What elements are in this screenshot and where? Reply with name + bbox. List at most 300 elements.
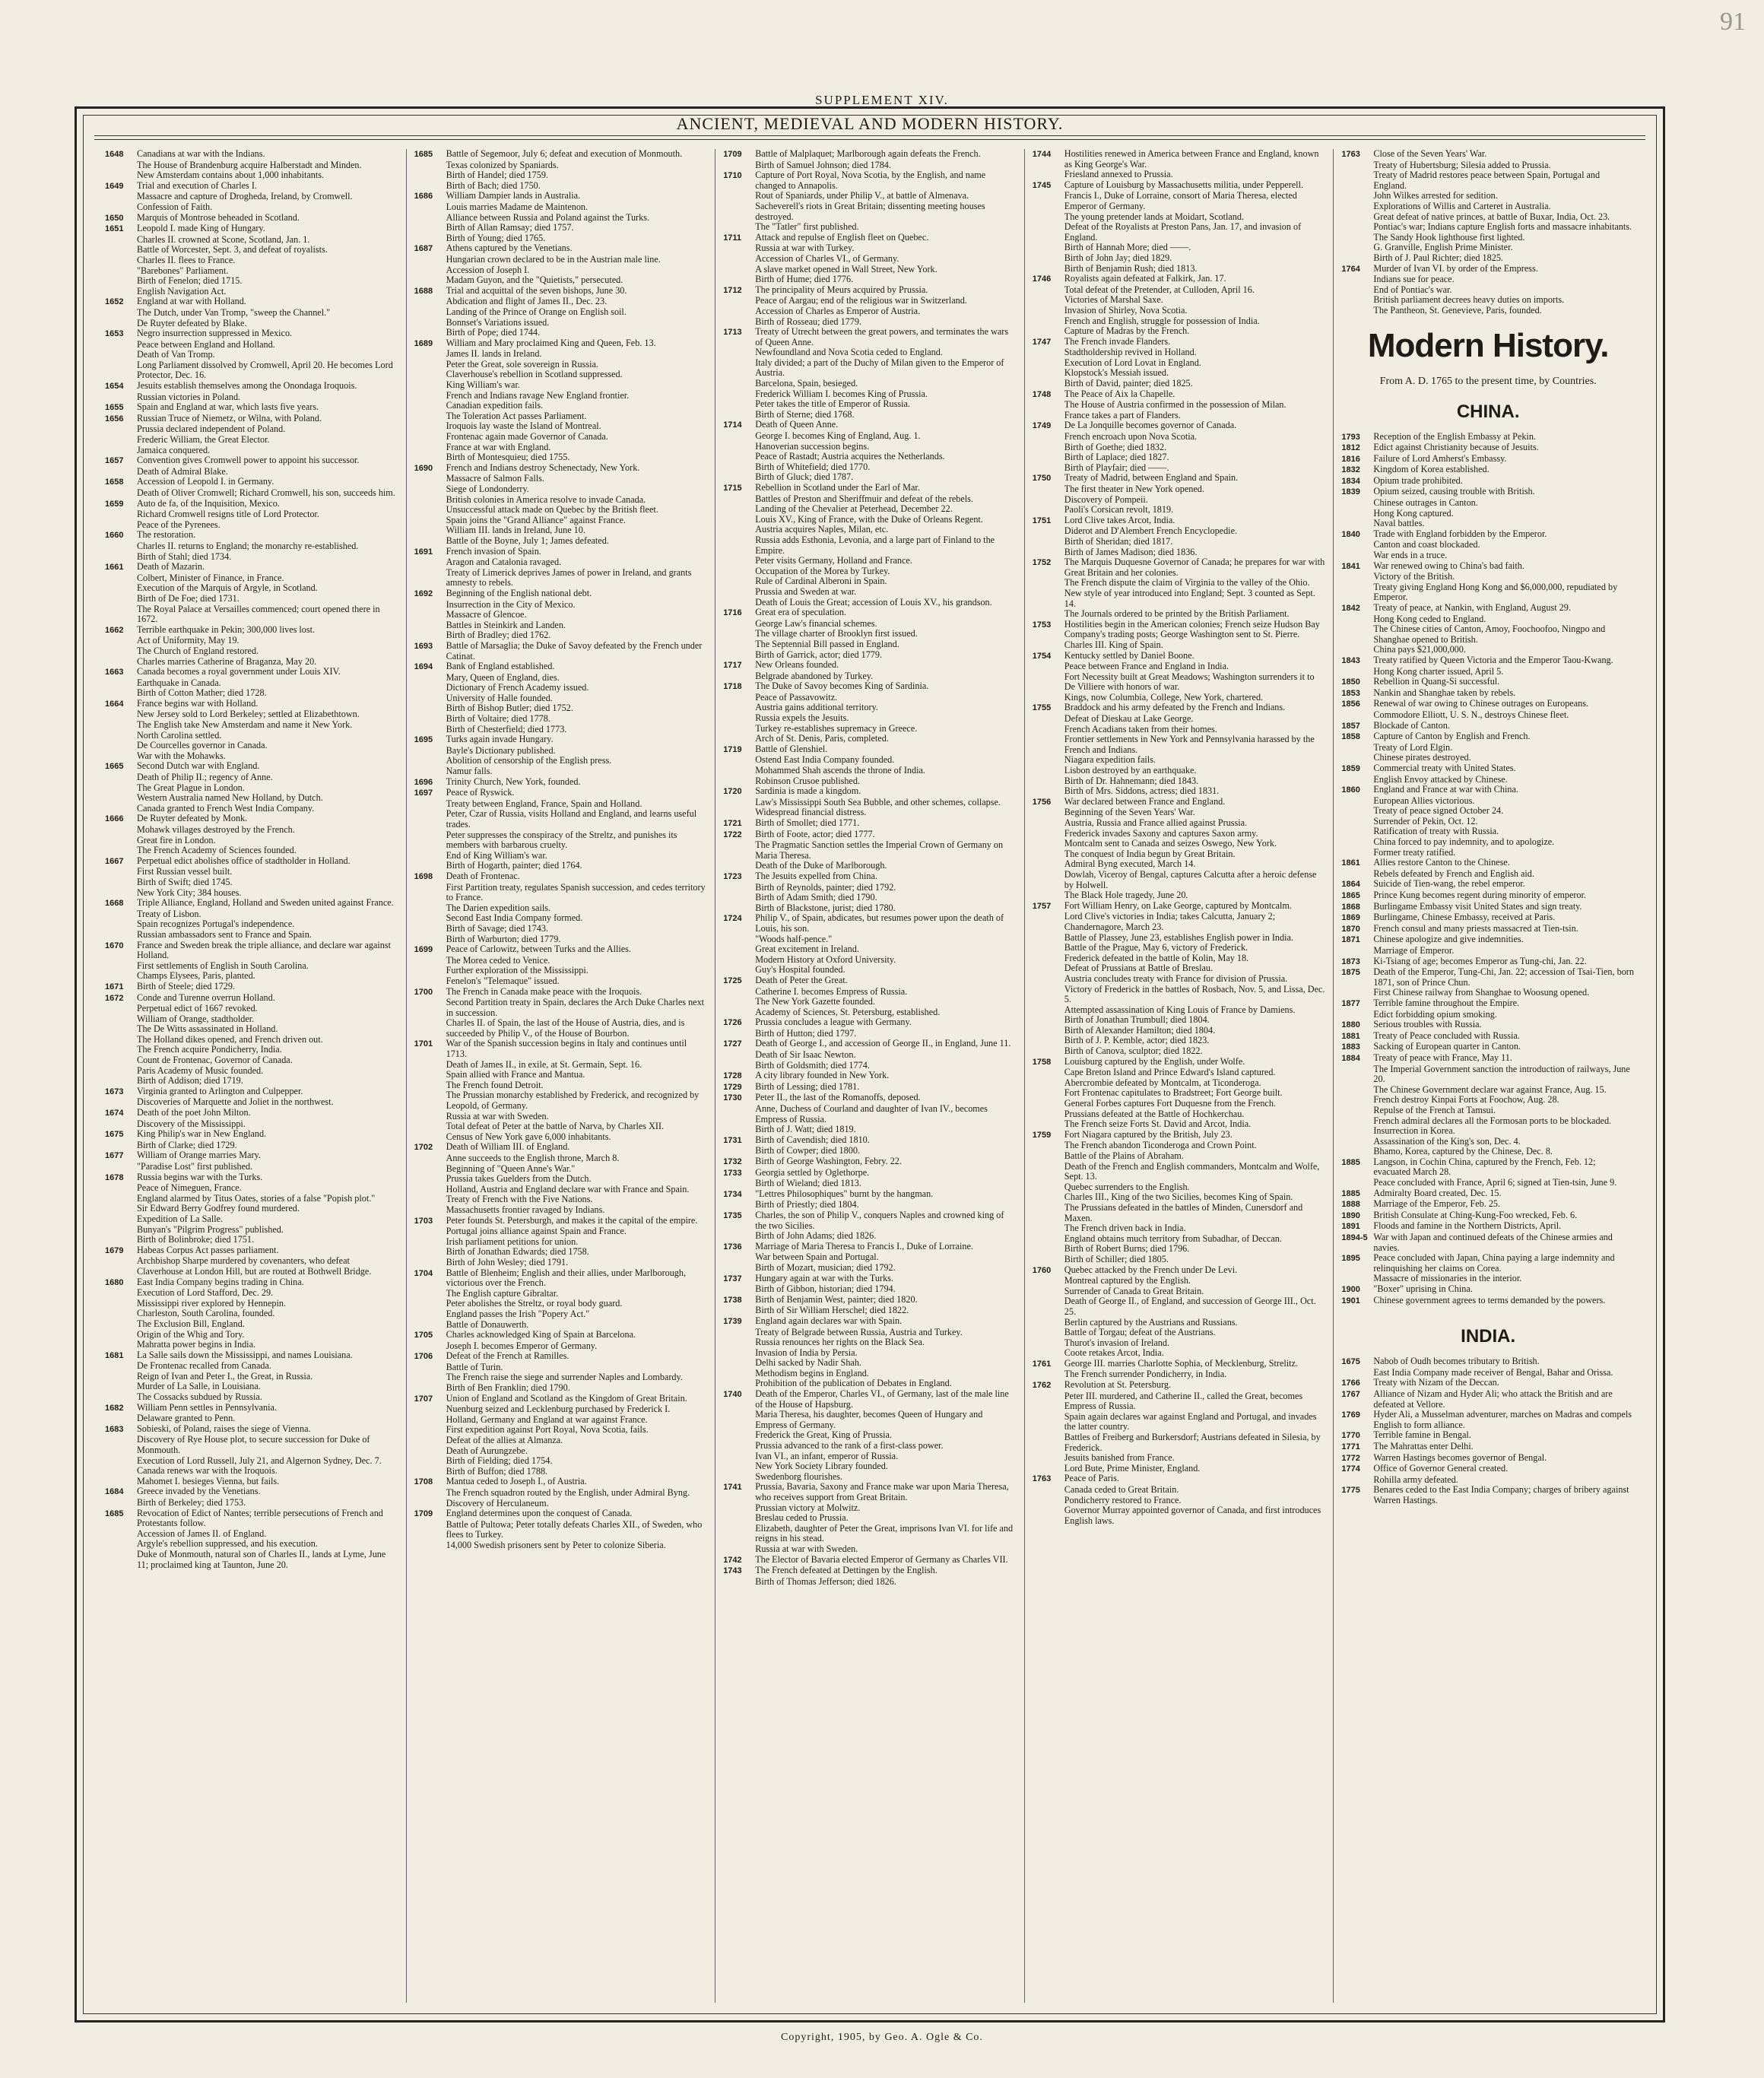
- history-entry: [414, 703, 708, 714]
- page-title: ANCIENT, MEDIEVAL AND MODERN HISTORY.: [676, 114, 1064, 133]
- history-entry: [105, 783, 398, 794]
- history-entry: [723, 1513, 1017, 1524]
- entry-year: [1033, 1296, 1064, 1317]
- history-entry: [105, 255, 398, 266]
- entry-year: 1686: [414, 192, 433, 201]
- entry-year: 1737: [723, 1274, 742, 1283]
- entry-text: Battle of Pultowa; Peter totally defeats Charles XII., of Sweden, who flees to Turkey.: [446, 1518, 703, 1540]
- entry-year: 1839: [1341, 487, 1360, 497]
- entry-text: Birth of Addison; died 1719.: [137, 1075, 243, 1087]
- entry-year: [1033, 495, 1064, 506]
- history-entry: [105, 856, 398, 868]
- history-entry: [105, 573, 398, 584]
- history-entry: [723, 671, 1017, 682]
- entry-text: Fenelon's "Telemaque" issued.: [446, 975, 560, 986]
- entry-year: [723, 1410, 755, 1430]
- entry-text: Charles marries Catherine of Braganza, May 20.: [137, 655, 317, 667]
- history-entry: [105, 1403, 398, 1414]
- entry-year: 1884: [1341, 1053, 1360, 1063]
- entry-text: Abercrombie defeated by Montcalm, at Ticonderoga.: [1064, 1077, 1261, 1088]
- entry-text: Peace concluded with Japan, China paying a large indemnity and relinquishing her claims on Corea.: [1373, 1252, 1615, 1274]
- entry-text: Admiral Byng executed, March 14.: [1064, 858, 1196, 870]
- history-entry: [105, 499, 398, 510]
- history-entry: [1341, 934, 1635, 946]
- entry-text: Battle of Marsaglia; the Duke of Savoy defeated by the French under Catinat.: [446, 639, 703, 661]
- entry-year: 1885: [1341, 1157, 1360, 1167]
- history-entry: [105, 424, 398, 435]
- entry-text: Death of the poet John Milton.: [137, 1107, 251, 1118]
- entry-year: [414, 1372, 446, 1383]
- entry-year: 1842: [1341, 604, 1360, 613]
- entry-text: Birth of Blackstone, jurist; died 1780.: [755, 902, 896, 913]
- history-entry: [1341, 1053, 1635, 1064]
- entry-year: [105, 467, 137, 477]
- entry-text: Treaty of French with the Five Nations.: [446, 1194, 593, 1205]
- entry-text: Archbishop Sharpe murdered by covenanters, who defeat Claverhouse at London Hill, but are routed at Bothwell Bridge.: [137, 1255, 372, 1277]
- history-entry: [105, 961, 398, 972]
- history-entry: [1341, 1157, 1635, 1178]
- entry-text: Texas colonized by Spaniards.: [446, 159, 559, 170]
- history-entry: [723, 619, 1017, 630]
- history-entry: [723, 265, 1017, 275]
- entry-text: War with Japan and continued defeats of the Chinese armies and navies.: [1373, 1232, 1613, 1253]
- entry-text: The French in Canada make peace with the Iroquois.: [446, 985, 642, 997]
- entry-year: 1751: [1032, 516, 1052, 525]
- india-heading: INDIA.: [1461, 1326, 1516, 1347]
- entry-year: [1341, 519, 1373, 529]
- entry-year: 1675: [105, 1130, 124, 1140]
- entry-year: [1341, 869, 1373, 880]
- history-entry: [1033, 640, 1326, 651]
- history-entry: [723, 1017, 1017, 1029]
- entry-text: Birth of Swift; died 1745.: [137, 876, 233, 887]
- entry-text: Admiralty Board created, Dec. 15.: [1373, 1187, 1502, 1198]
- history-entry: [723, 462, 1017, 473]
- history-entry: [414, 683, 708, 693]
- entry-year: 1656: [105, 414, 124, 424]
- entry-year: [414, 1060, 446, 1071]
- history-entry: [105, 1129, 398, 1141]
- entry-year: [105, 1225, 137, 1236]
- history-entry: [1033, 222, 1326, 243]
- entry-text: Birth of Goethe; died 1832.: [1064, 441, 1167, 452]
- entry-text: Former treaty ratified.: [1373, 846, 1456, 858]
- history-entry: [105, 1309, 398, 1319]
- entry-year: [414, 516, 446, 526]
- entry-text: Hostilities renewed in America between France and England, known as King George's War.: [1064, 149, 1319, 170]
- entry-text: Suicide of Tien-wang, the rebel emperor.: [1373, 878, 1525, 890]
- history-entry: [105, 1509, 398, 1529]
- entry-year: [723, 410, 755, 420]
- entry-year: [1033, 1391, 1064, 1412]
- entry-year: 1890: [1341, 1210, 1360, 1220]
- entry-text: Birth of Goldsmith; died 1774.: [755, 1059, 870, 1071]
- history-entry: [105, 751, 398, 762]
- history-entry: [414, 213, 708, 224]
- history-entry: [723, 903, 1017, 914]
- entry-text: Greece invaded by the Venetians.: [137, 1486, 261, 1497]
- entry-year: [1341, 253, 1373, 264]
- history-entry: [1033, 1505, 1326, 1526]
- entry-text: The Church of England restored.: [137, 645, 259, 656]
- entry-text: Birth of Montesquieu; died 1755.: [446, 452, 570, 463]
- entries-5: [1341, 149, 1635, 316]
- history-entry: [105, 1055, 398, 1066]
- entry-text: Expedition of La Salle.: [137, 1213, 224, 1224]
- history-entry: [414, 370, 708, 380]
- entry-text: French and Indians destroy Schenectady, New York.: [446, 462, 640, 473]
- history-entry: [414, 286, 708, 297]
- entry-year: 1850: [1341, 677, 1360, 687]
- history-entry: [1341, 1085, 1635, 1096]
- entry-text: Office of Governor General created.: [1373, 1463, 1509, 1474]
- entry-year: [105, 255, 137, 266]
- entry-year: [414, 1289, 446, 1299]
- entry-text: Anne succeeds to the English throne, March 8.: [446, 1153, 620, 1163]
- history-entry: [1033, 807, 1326, 818]
- entry-year: [723, 1544, 755, 1555]
- entry-year: [723, 1263, 755, 1274]
- entry-text: Death of Peter the Great.: [755, 974, 848, 985]
- history-entry: [723, 1210, 1017, 1231]
- entry-year: [723, 1461, 755, 1472]
- entry-text: "Paradise Lost" first published.: [137, 1161, 253, 1172]
- entry-text: Birth of David, painter; died 1825.: [1064, 378, 1193, 389]
- entry-text: George Law's financial schemes.: [755, 617, 877, 629]
- history-entry: [1341, 561, 1635, 573]
- entry-text: The restoration.: [137, 529, 196, 541]
- entry-text: Mississippi river explored by Hennepin.: [137, 1297, 286, 1309]
- entry-year: [723, 1007, 755, 1018]
- entry-text: Langson, in Cochin China, captured by the French, Feb. 12; evacuated March 28.: [1373, 1156, 1596, 1178]
- history-entry: [105, 1108, 398, 1119]
- entry-text: Turks again invade Hungary.: [446, 734, 554, 745]
- history-entry: [414, 600, 708, 611]
- entry-year: 1895: [1341, 1254, 1360, 1264]
- entry-text: Second Dutch war with England.: [137, 760, 260, 772]
- history-entry: [414, 966, 708, 976]
- entry-year: 1650: [105, 213, 124, 223]
- entry-year: [105, 1382, 137, 1392]
- history-entry: [414, 913, 708, 924]
- entry-text: The first theater in New York opened.: [1064, 484, 1204, 494]
- history-entry: [105, 678, 398, 689]
- entry-text: Death of Frontenac.: [446, 870, 520, 881]
- entry-text: Peace of Nimeguen, France.: [137, 1182, 242, 1194]
- entry-year: [105, 773, 137, 783]
- entry-year: [1033, 347, 1064, 358]
- entry-text: Convention gives Cromwell power to appoint his successor.: [137, 455, 360, 466]
- history-entry: [105, 562, 398, 573]
- history-entry: [105, 793, 398, 804]
- entry-text: Birth of Bradley; died 1762.: [446, 630, 551, 641]
- history-entry: [414, 1289, 708, 1299]
- entry-text: G. Granville, English Prime Minister.: [1373, 242, 1513, 253]
- entry-text: Fort Frontenac capitulates to Bradstreet; Fort George built.: [1064, 1087, 1283, 1099]
- history-entry: [414, 170, 708, 181]
- entry-year: [723, 1472, 755, 1483]
- history-entry: [105, 1539, 398, 1550]
- history-entry: [723, 515, 1017, 525]
- history-entry: [723, 1503, 1017, 1514]
- entry-text: Peace of Paris.: [1064, 1473, 1119, 1484]
- entry-text: Bhamo, Korea, captured by the Chinese, Dec. 8.: [1373, 1146, 1553, 1157]
- entry-year: [1341, 743, 1373, 753]
- history-entry: [414, 307, 708, 318]
- history-entry: [723, 1441, 1017, 1451]
- history-entry: [414, 661, 708, 673]
- entry-year: [414, 1383, 446, 1394]
- history-entry: [105, 1550, 398, 1570]
- history-entry: [1033, 411, 1326, 421]
- entry-text: Birth of J. P. Kemble, actor; died 1823.: [1064, 1035, 1210, 1046]
- entry-year: [723, 776, 755, 787]
- history-entry: [723, 149, 1017, 160]
- entry-year: [105, 909, 137, 920]
- entry-text: The French seize Forts St. David and Arcot, India.: [1064, 1118, 1252, 1130]
- entry-text: Death of Aurungzebe.: [446, 1445, 528, 1456]
- entry-text: Birth of Gluck; died 1787.: [755, 471, 854, 483]
- entry-text: Auto de fa, of the Inquisition, Mexico.: [137, 497, 280, 509]
- history-entry: [414, 1415, 708, 1426]
- entry-text: Accession of Charles VI., of Germany.: [755, 252, 899, 264]
- entry-year: [414, 452, 446, 463]
- entry-year: [1033, 368, 1064, 379]
- history-entry: [1341, 1233, 1635, 1253]
- entry-year: [1341, 572, 1373, 582]
- entry-text: French Acadians taken from their homes.: [1064, 723, 1217, 734]
- entry-year: [1033, 379, 1064, 389]
- entry-year: [105, 446, 137, 456]
- history-entry: [414, 1060, 708, 1071]
- entry-year: [723, 379, 755, 389]
- entry-year: [414, 799, 446, 810]
- entry-text: Birth of Sheridan; died 1817.: [1064, 535, 1173, 547]
- entry-text: William of Orange marries Mary.: [137, 1150, 261, 1161]
- history-entry: [414, 1467, 708, 1477]
- entry-year: [723, 1430, 755, 1441]
- entry-text: Birth of Thomas Jefferson; died 1826.: [755, 1575, 896, 1587]
- entry-text: Birth of Sir William Herschel; died 1822.: [755, 1305, 909, 1316]
- entry-text: Belgrade abandoned by Turkey.: [755, 670, 874, 681]
- entry-text: Death of the Emperor, Charles VI., of Germany, last of the male line of the House of Hapsburg.: [755, 1388, 1009, 1410]
- history-entry: [1341, 763, 1635, 775]
- history-entry: [105, 1350, 398, 1362]
- entry-year: [414, 432, 446, 443]
- history-entry: [1033, 1255, 1326, 1265]
- entry-text: Death of Admiral Blake.: [137, 465, 228, 477]
- entry-year: [105, 1194, 137, 1204]
- history-entry: [1033, 557, 1326, 578]
- history-entry: [1341, 688, 1635, 700]
- history-entry: [105, 297, 398, 308]
- entry-text: The Darien expedition sails.: [446, 902, 551, 913]
- entry-text: Birth of Chesterfield; died 1773.: [446, 723, 567, 734]
- entry-text: Lisbon destroyed by an earthquake.: [1064, 765, 1197, 776]
- entry-text: Royalists again defeated at Falkirk, Jan. 17.: [1064, 273, 1226, 284]
- history-entry: [723, 766, 1017, 776]
- history-entry: [414, 883, 708, 903]
- history-entry: [105, 340, 398, 351]
- entry-year: [723, 243, 755, 254]
- entry-text: Birth of Priestly; died 1804.: [755, 1199, 859, 1210]
- history-entry: [105, 773, 398, 783]
- entry-text: Quebec attacked by the French under De Levi.: [1064, 1264, 1238, 1275]
- entry-text: The Black Hole tragedy, June 20.: [1064, 890, 1188, 901]
- entry-year: [414, 756, 446, 766]
- history-entry: [105, 699, 398, 710]
- history-entry: [723, 608, 1017, 619]
- history-entry: [1033, 170, 1326, 180]
- entry-year: [105, 308, 137, 319]
- entry-text: Birth of Benjamin Rush; died 1813.: [1064, 262, 1198, 274]
- entry-year: [105, 520, 137, 531]
- entry-year: 1894-5: [1341, 1233, 1368, 1243]
- history-entry: [1341, 1031, 1635, 1042]
- entry-year: 1709: [723, 150, 742, 159]
- entry-year: [1341, 775, 1373, 785]
- history-entry: [414, 1341, 708, 1352]
- entry-year: 1702: [414, 1143, 433, 1153]
- entry-text: Battles in Steinkirk and Landen.: [446, 619, 566, 630]
- entry-year: [1033, 1318, 1064, 1328]
- history-entry: [414, 1404, 708, 1415]
- entry-year: [105, 1550, 137, 1570]
- history-entry: [1033, 526, 1326, 537]
- entry-year: [414, 265, 446, 276]
- entry-text: Accession of Leopold I. in Germany.: [137, 476, 274, 487]
- entry-year: [1033, 1162, 1064, 1182]
- entry-text: Hong Kong captured.: [1373, 507, 1454, 519]
- history-entry: [723, 576, 1017, 587]
- entry-year: 1667: [105, 856, 124, 866]
- entry-text: Charleston, South Carolina, founded.: [137, 1308, 275, 1319]
- entry-text: Modern History at Oxford University.: [755, 953, 896, 965]
- entry-year: [723, 274, 755, 285]
- history-entry: [105, 1119, 398, 1130]
- entry-text: The Imperial Government sanction the introduction of railways, June 20.: [1373, 1063, 1630, 1085]
- history-entry: [723, 840, 1017, 861]
- entry-year: [414, 610, 446, 620]
- entry-text: Birth of John Adams; died 1826.: [755, 1230, 877, 1242]
- history-entry: [723, 1337, 1017, 1348]
- history-entry: [414, 1153, 708, 1164]
- history-entry: [414, 809, 708, 830]
- entry-text: Governor Murray appointed governor of Canada, and first introduces English laws.: [1064, 1505, 1321, 1526]
- entry-text: Berlin captured by the Austrians and Russians.: [1064, 1316, 1238, 1328]
- history-entry: [105, 836, 398, 846]
- entry-year: 1746: [1032, 274, 1052, 284]
- history-entry: [723, 317, 1017, 328]
- entry-text: Habeas Corpus Act passes parliament.: [137, 1244, 279, 1255]
- history-entry: [414, 934, 708, 945]
- history-entry: [723, 744, 1017, 756]
- history-entry: [1033, 1203, 1326, 1223]
- entry-year: [414, 809, 446, 830]
- history-entry: [723, 1284, 1017, 1295]
- history-entry: [723, 598, 1017, 608]
- history-entry: [414, 830, 708, 851]
- entry-year: [105, 541, 137, 552]
- history-entry: [105, 1340, 398, 1350]
- entry-text: Close of the Seven Years' War.: [1373, 149, 1487, 159]
- entry-text: Landing of the Prince of Orange on English soil.: [446, 306, 627, 317]
- history-entry: [414, 380, 708, 391]
- entry-year: [1033, 912, 1064, 932]
- entry-text: Jesuits establish themselves among the Onondaga Iroquois.: [137, 380, 357, 392]
- history-entry: [723, 883, 1017, 893]
- entry-year: [1033, 212, 1064, 223]
- entry-year: [1033, 640, 1064, 651]
- entry-year: [723, 1104, 755, 1125]
- entry-year: [723, 997, 755, 1007]
- entry-year: 1901: [1341, 1296, 1360, 1305]
- entry-text: Battle of the Plains of Abraham.: [1064, 1150, 1184, 1161]
- entry-text: James II. lands in Ireland.: [446, 348, 542, 360]
- history-entry: [1341, 890, 1635, 902]
- entry-year: [414, 474, 446, 484]
- entry-year: [1033, 1088, 1064, 1099]
- history-entry: [1341, 1485, 1635, 1505]
- entry-text: Frederick defeated in the battle of Kolin, May 18.: [1064, 952, 1249, 963]
- entry-year: [414, 1258, 446, 1268]
- entry-year: [723, 944, 755, 955]
- entry-year: [723, 713, 755, 724]
- entry-year: [1033, 943, 1064, 953]
- supplement-heading: SUPPLEMENT XIV.: [815, 93, 949, 107]
- entry-text: Canadians at war with the Indians.: [137, 149, 265, 159]
- history-entry: [723, 379, 1017, 389]
- entry-year: [723, 955, 755, 966]
- entry-year: [1033, 974, 1064, 985]
- entry-text: Union of England and Scotland as the Kingdom of Great Britain.: [446, 1392, 687, 1404]
- history-entry: [414, 360, 708, 370]
- history-entry: [105, 435, 398, 446]
- history-entry: [414, 202, 708, 213]
- history-entry: [1341, 572, 1635, 582]
- entry-year: [1341, 191, 1373, 201]
- entry-text: Treaty of Belgrade between Russia, Austria and Turkey.: [755, 1326, 963, 1337]
- entry-text: Ratification of treaty with Russia.: [1373, 826, 1499, 837]
- entry-year: [723, 629, 755, 639]
- entry-text: Treaty with Nizam of the Deccan.: [1373, 1377, 1499, 1388]
- history-entry: [1341, 1106, 1635, 1116]
- entry-year: [414, 370, 446, 380]
- history-entry: [1033, 1078, 1326, 1089]
- entry-year: 1654: [105, 382, 124, 392]
- history-entry: [723, 535, 1017, 556]
- entry-year: [414, 851, 446, 861]
- entry-text: Attack and repulse of English fleet on Quebec.: [755, 231, 929, 243]
- entry-year: [414, 673, 446, 684]
- history-entry: [1033, 1496, 1326, 1506]
- entry-text: The conquest of India begun by Great Britain.: [1064, 848, 1236, 859]
- entry-year: 1648: [105, 150, 124, 159]
- entry-year: [1033, 170, 1064, 180]
- entry-year: [414, 1436, 446, 1446]
- history-entry: [723, 1378, 1017, 1389]
- history-entry: [414, 693, 708, 704]
- entry-year: [1033, 547, 1064, 558]
- entry-year: [105, 170, 137, 181]
- entry-text: The Holland dikes opened, and French driven out.: [137, 1033, 323, 1045]
- entry-text: The young pretender lands at Moidart, Scotland.: [1064, 211, 1245, 222]
- entry-year: [723, 693, 755, 703]
- entry-year: [414, 620, 446, 631]
- entry-year: 1747: [1032, 337, 1052, 347]
- entries-3: [723, 149, 1017, 1587]
- entry-year: [1033, 1348, 1064, 1359]
